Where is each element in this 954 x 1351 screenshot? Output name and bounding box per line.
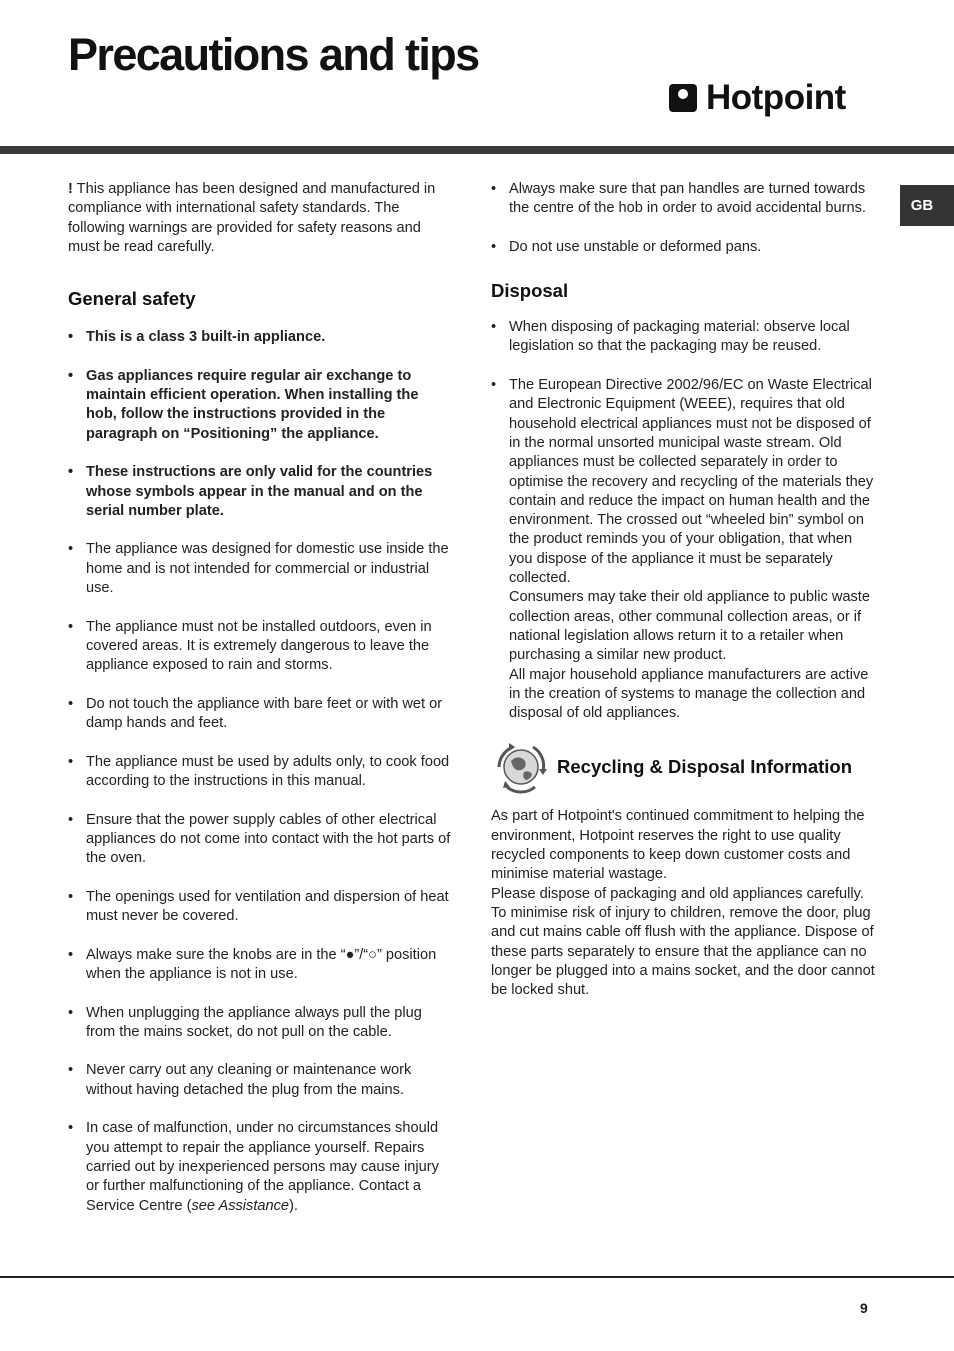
brand-name: Hotpoint <box>706 78 846 117</box>
list-item: • Always make sure the knobs are in the “●”/“○” position when the appliance is not in use. <box>68 946 453 985</box>
list-item: • Ensure that the power supply cables of other electrical appliances do not come into contact with the hot parts of the oven. <box>68 811 453 869</box>
page-title: Precautions and tips <box>68 29 479 80</box>
disposal-list <box>491 318 876 723</box>
list-item: • The appliance was designed for domestic use inside the home and is not intended for commercial or industrial use. <box>68 540 453 598</box>
header-divider <box>0 146 954 154</box>
recycling-paragraph-3: To minimise risk of injury to children, remove the door, plug and cut mains cable off flush with the appliance. Dispose of these parts separately to ensure that the appliance can no longer be plugged into a mains socket, and the door cannot be locked shut. <box>491 904 875 999</box>
brand-mark-icon <box>669 84 697 112</box>
list-item: • These instructions are only valid for the countries whose symbols appear in the manual and on the serial number plate. <box>68 463 453 521</box>
list-item: • Never carry out any cleaning or maintenance work without having detached the plug from the mains. <box>68 1061 453 1100</box>
list-item: • When unplugging the appliance always pull the plug from the mains socket, do not pull on the cable. <box>68 1004 453 1043</box>
page-number: 9 <box>860 1300 868 1316</box>
disposal-heading: Disposal <box>491 280 569 302</box>
list-item: • Always make sure that pan handles are turned towards the centre of the hob in order to avoid accidental burns. <box>491 180 876 219</box>
brand-logo <box>669 80 846 120</box>
recycling-heading: Recycling & Disposal Information <box>557 756 853 778</box>
warning-mark: ! <box>68 181 73 197</box>
list-item <box>68 1119 453 1215</box>
malfunction-end: ). <box>289 1197 298 1214</box>
footer-divider <box>0 1276 954 1278</box>
list-item: • This is a class 3 built-in appliance. <box>68 328 453 347</box>
list-item: • When disposing of packaging material: observe local legislation so that the packaging may be reused. <box>491 318 876 357</box>
weee-paragraph-2: Consumers may take their old appliance to public waste collection areas, other communal collection areas, or if national legislation allows return it to a retailer when purchasing a similar new product. <box>509 589 870 664</box>
general-safety-list <box>68 328 453 1216</box>
pan-safety-list <box>491 180 876 257</box>
intro-text: This appliance has been designed and manufactured in compliance with international safety standards. The following warnings are provided for safety reasons and must be read carefully. <box>68 181 436 255</box>
see-assistance-reference: see Assistance <box>191 1197 290 1214</box>
list-item: • Gas appliances require regular air exchange to maintain efficient operation. When installing the hob, follow the instructions provided in the paragraph on “Positioning” the appliance. <box>68 367 453 444</box>
weee-paragraph-3: All major household appliance manufacturers are active in the creation of systems to manage the collection and disposal of old appliances. <box>509 666 869 722</box>
left-column <box>68 180 453 1235</box>
recycling-header <box>491 737 876 797</box>
general-safety-heading: General safety <box>68 288 196 310</box>
list-item: • The appliance must not be installed outdoors, even in covered areas. It is extremely dangerous to leave the appliance exposed to rain and storms. <box>68 618 453 676</box>
list-item: • The appliance must be used by adults only, to cook food according to the instructions in this manual. <box>68 753 453 792</box>
list-item: • Do not touch the appliance with bare feet or with wet or damp hands and feet. <box>68 695 453 734</box>
list-item: • The openings used for ventilation and dispersion of heat must never be covered. <box>68 888 453 927</box>
intro-paragraph <box>68 180 453 257</box>
right-column <box>491 180 876 1000</box>
recycling-paragraph-2: Please dispose of packaging and old appliances carefully. <box>491 885 864 902</box>
recycling-paragraph-1: As part of Hotpoint's continued commitment to helping the environment, Hotpoint reserves the right to use quality recycled components to keep down customer costs and minimise material wastage. <box>491 808 865 883</box>
list-item: • Do not use unstable or deformed pans. <box>491 238 876 257</box>
list-item <box>491 376 876 723</box>
language-tab: GB <box>900 185 954 226</box>
weee-paragraph-1: • The European Directive 2002/96/EC on Waste Electrical and Electronic Equipment (WEEE), requires that old household electrical appliances must not be disposed of in the normal unsorted municipal waste stream. Old appliances must be collected separately in order to optimise the recovery and recycling of the materials they contain and reduce the impact on human health and the environment. The crossed out “wheeled bin” symbol on the product reminds you of your obligation, that when you dispose of the appliance it must be separately collected. <box>509 377 874 587</box>
recycling-globe-icon <box>491 737 551 797</box>
malfunction-text: In case of malfunction, under no circumstances should you attempt to repair the appliance yourself. Repairs carried out by inexperienced persons may cause injury or further malfunctioning of the appliance. Contact a Service Centre ( <box>86 1120 439 1214</box>
